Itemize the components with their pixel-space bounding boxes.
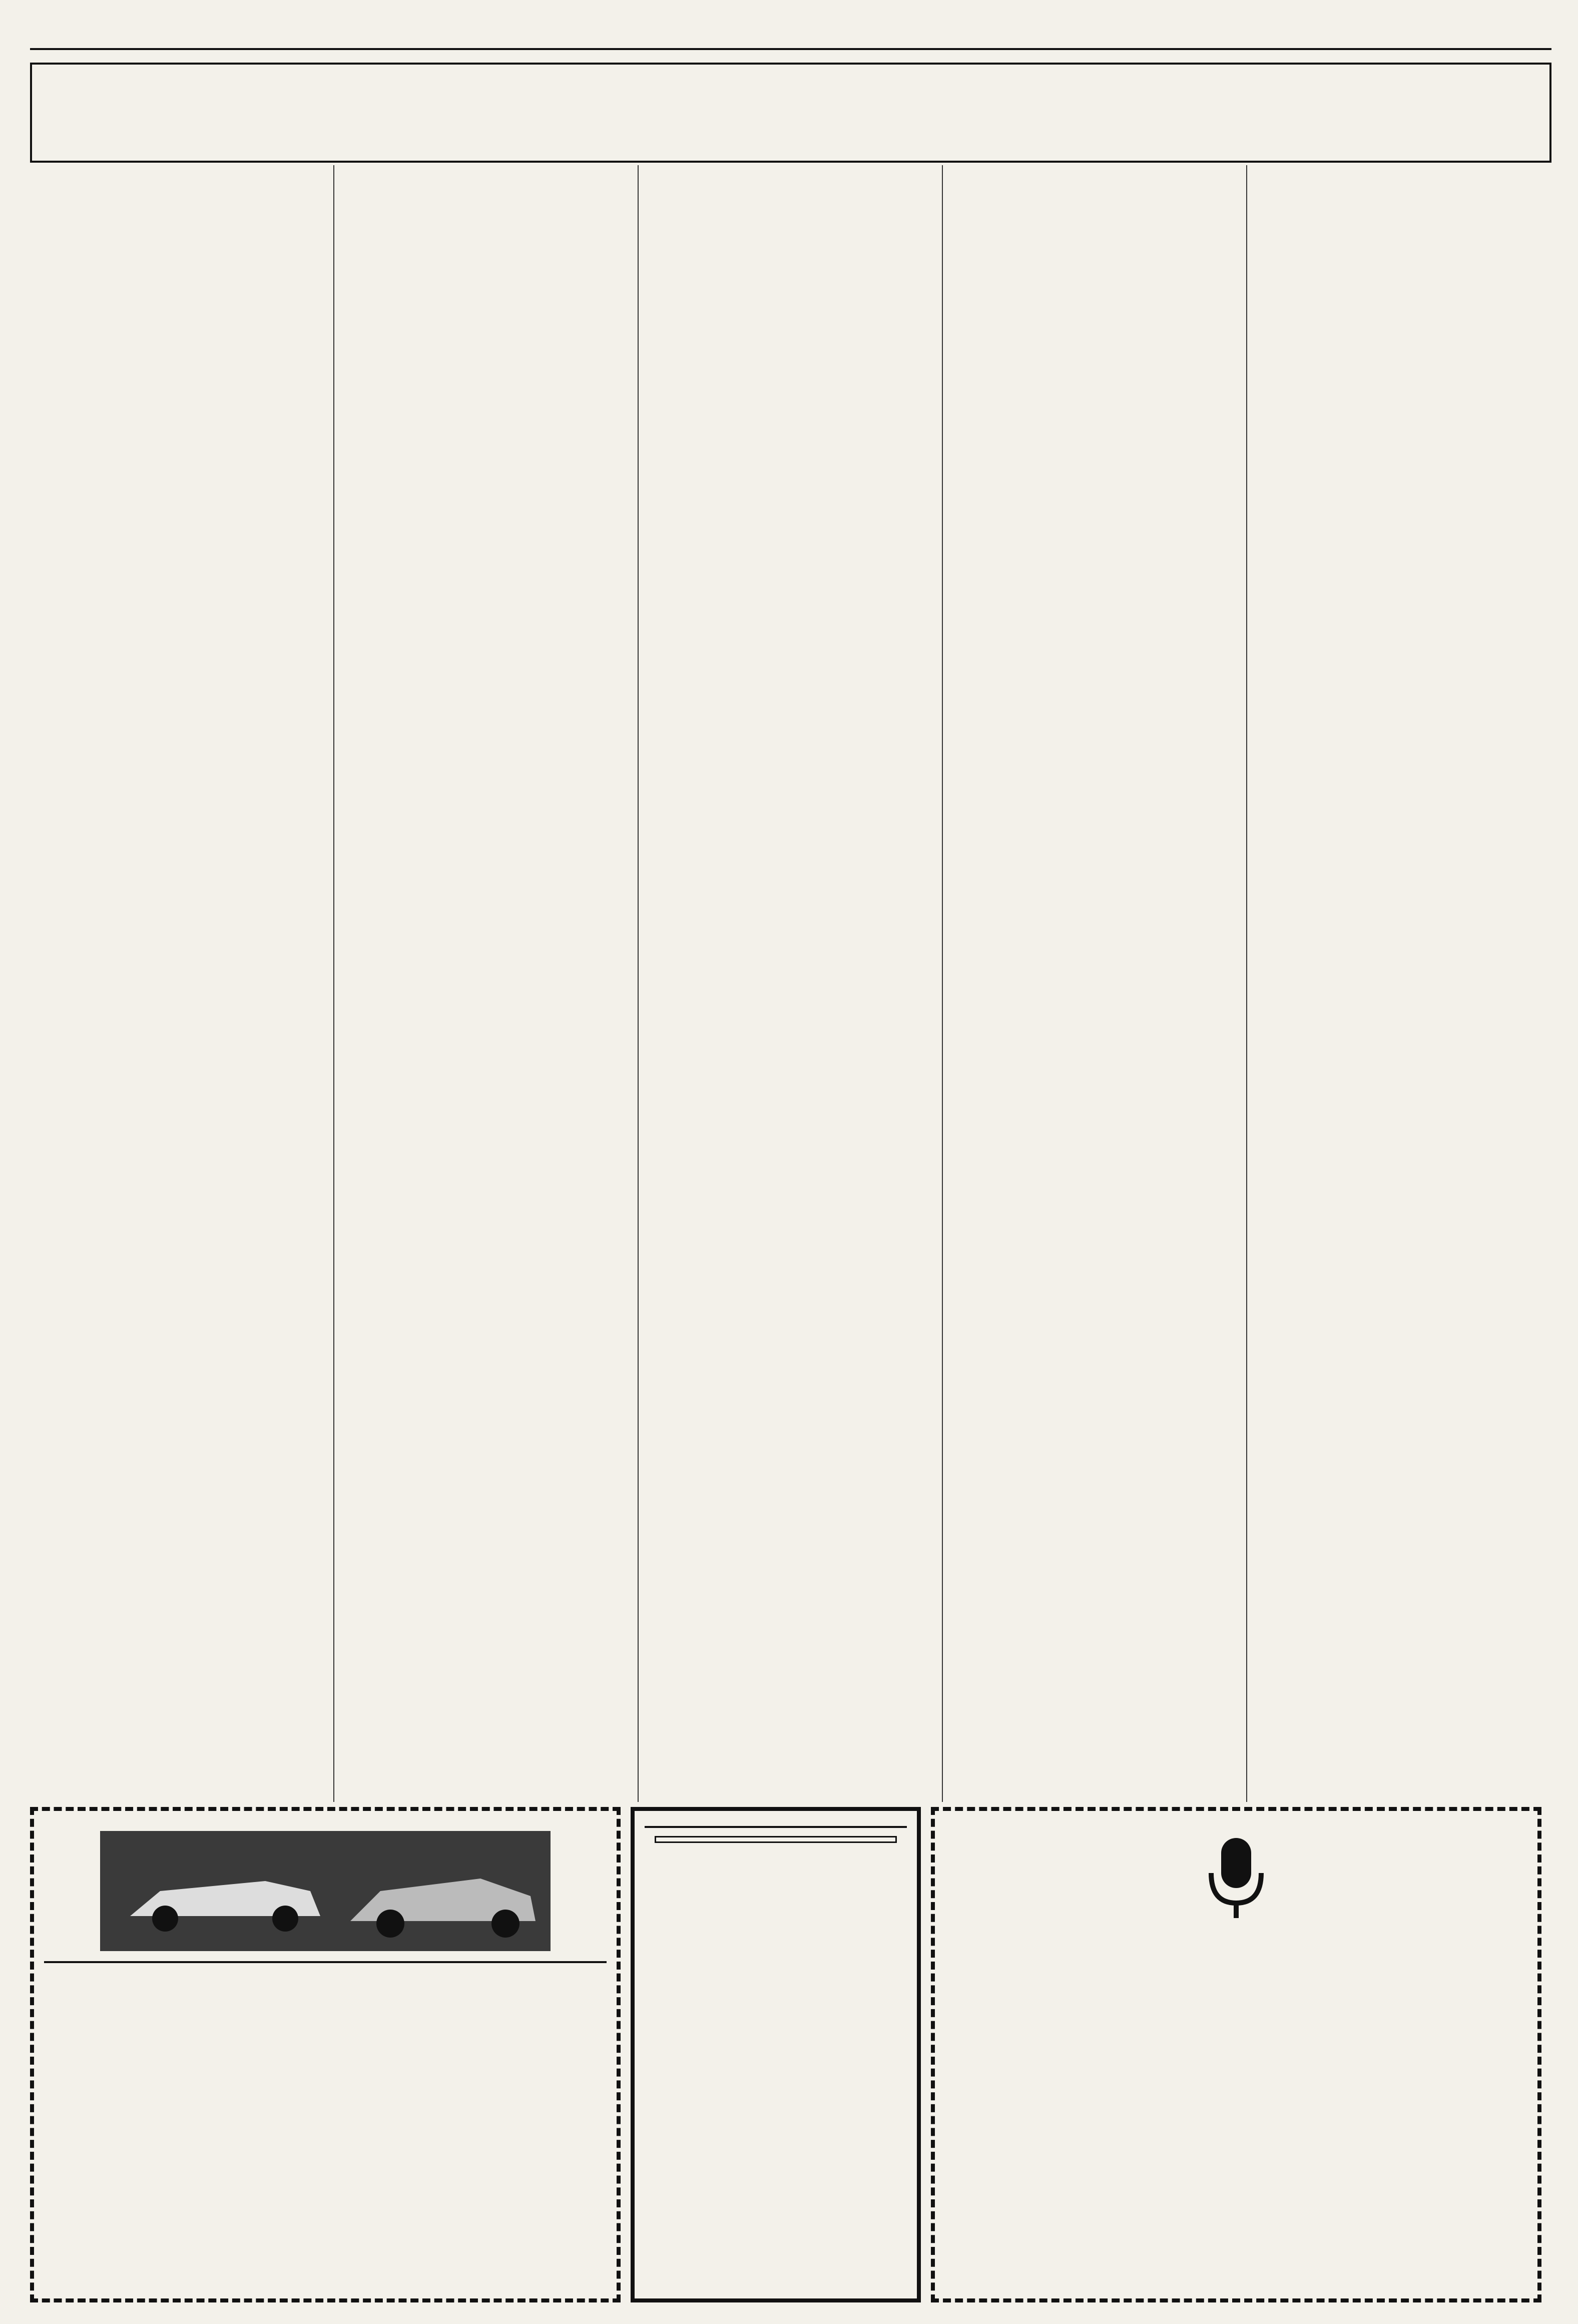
ad2-l8: [645, 1826, 907, 1831]
ad-wylo-radio: [931, 1807, 1541, 2302]
column-1: [30, 165, 334, 1802]
standings-columns: [30, 165, 1551, 1802]
column-2: [334, 165, 639, 1802]
ad1-prices: [44, 1961, 607, 1967]
ad2-l10: [655, 1836, 897, 1843]
column-3: [639, 165, 943, 1802]
advertisements: [30, 1807, 1551, 2302]
ad-brown-county: [30, 1807, 621, 2302]
race-car-photo: [100, 1831, 551, 1951]
page-header: [30, 20, 1551, 50]
microphone-icon: [1046, 1833, 1426, 1923]
ad-sycamore: [631, 1807, 921, 2302]
standings-banner: [30, 63, 1551, 163]
column-5: [1247, 165, 1551, 1802]
column-4: [943, 165, 1247, 1802]
